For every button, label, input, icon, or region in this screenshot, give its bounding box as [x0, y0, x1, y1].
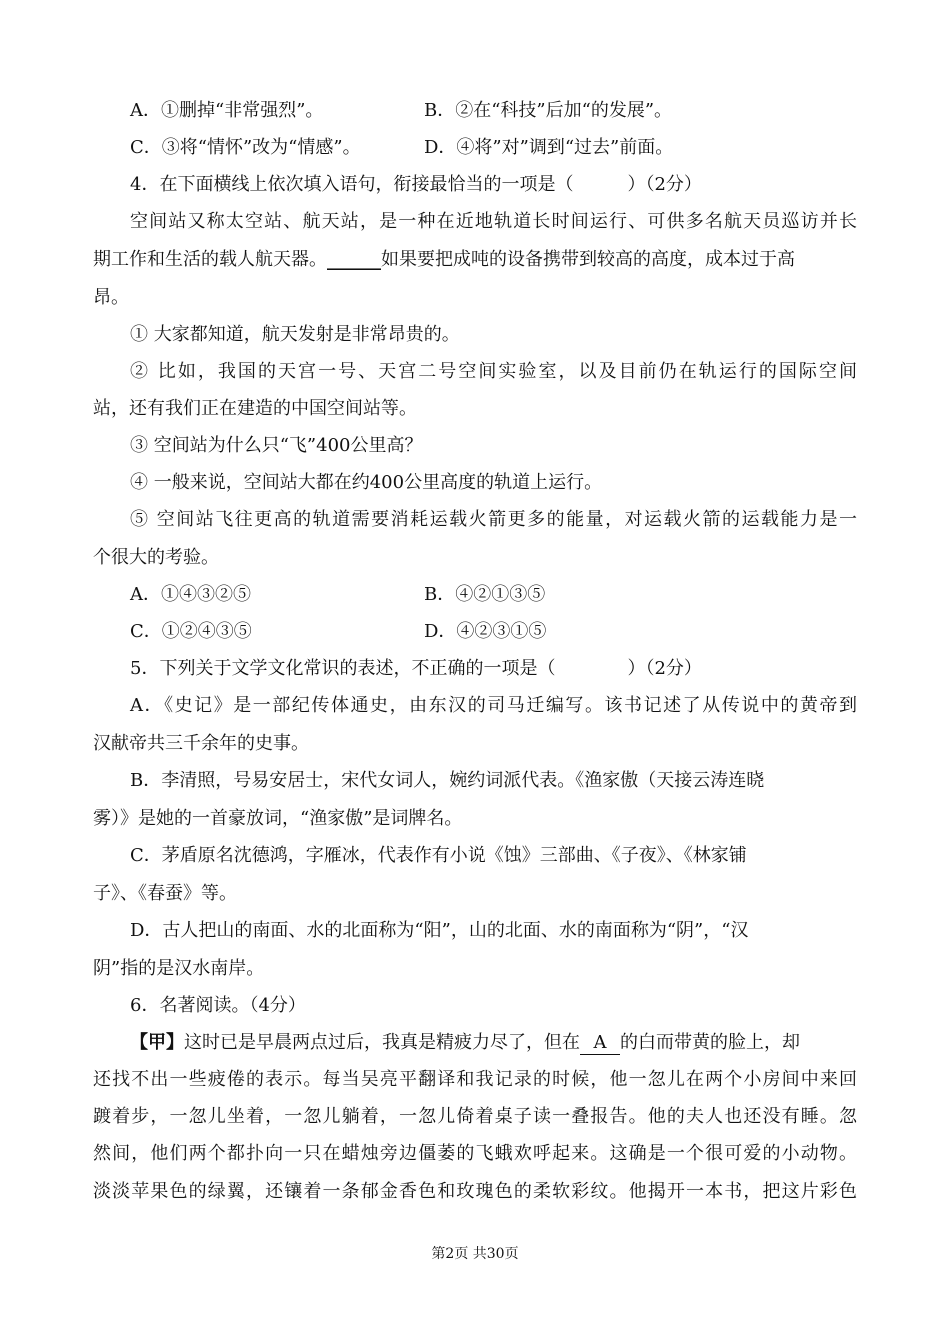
q5-option-a-line-2: 汉献帝共三千余年的史事。: [93, 733, 309, 754]
q5-option-a-line-1: A．《史记》是一部纪传体通史，由东汉的司马迁编写。该书记述了从传说中的黄帝到: [130, 695, 857, 716]
q6-passage-line-3: 踱着步，一忽儿坐着，一忽儿躺着，一忽儿倚着桌子读一叠报告。他的夫人也还没有睡。忽: [93, 1106, 857, 1127]
q5-option-c-line-1: C．茅盾原名沈德鸿，字雁冰，代表作有小说《蚀》三部曲、《子夜》、《林家铺: [130, 845, 747, 866]
q3-option-a: A．①删掉“非常强烈”。: [130, 100, 324, 121]
q3-option-b: B．②在“科技”后加“的发展”。: [424, 100, 673, 121]
q4-sentence-5-line-1: ⑤ 空间站飞往更高的轨道需要消耗运载火箭更多的能量，对运载火箭的运载能力是一: [130, 509, 857, 530]
q4-sentence-1: ① 大家都知道，航天发射是非常昂贵的。: [130, 324, 460, 345]
q4-passage-line-3: 昂。: [93, 287, 129, 308]
q6-passage-line-2: 还找不出一些疲倦的表示。每当吴亮平翻译和我记录的时候，他一忽儿在两个小房间中来回: [93, 1069, 857, 1090]
q6-passage-line-1: [130, 1031, 800, 1055]
q5-option-c-line-2: 子》、《春蚕》等。: [93, 883, 237, 904]
q6-line-1-pre: 这时已是早晨两点过后，我真是精疲力尽了，但在: [184, 1032, 580, 1053]
q3-option-c: C．③将“情怀”改为“情感”。: [130, 137, 361, 158]
q4-passage-line-2-pre: 期工作和生活的载人航天器。: [93, 249, 327, 270]
q4-passage-line-2-post: 如果要把成吨的设备携带到较高的高度，成本过于高: [381, 249, 795, 270]
q6-passage-line-4: 然间，他们两个都扑向一只在蜡烛旁边僵萎的飞蛾欢呼起来。这确是一个很可爱的小动物。: [93, 1143, 857, 1164]
q6-jia-label: 【甲】: [130, 1032, 184, 1053]
q4-passage-line-1: 空间站又称太空站、航天站，是一种在近地轨道长时间运行、可供多名航天员巡访并长: [130, 211, 857, 232]
q5-option-d-line-1: D．古人把山的南面、水的北面称为“阳”，山的北面、水的南面称为“阴”，“汉: [130, 920, 749, 941]
q4-sentence-4: ④ 一般来说，空间站大都在约400公里高度的轨道上运行。: [130, 472, 603, 493]
q6-blank-a: A: [580, 1032, 620, 1055]
q5-option-b-line-1: B．李清照，号易安居士，宋代女词人，婉约词派代表。《渔家傲（天接云涛连晓: [130, 770, 765, 791]
q6-stem: 6．名著阅读。（4分）: [130, 995, 306, 1016]
q4-sentence-2-line-2: 站，还有我们正在建造的中国空间站等。: [93, 398, 417, 419]
q4-sentence-2-line-1: ② 比如，我国的天宫一号、天宫二号空间实验室，以及目前仍在轨运行的国际空间: [130, 361, 857, 382]
q4-option-a: A．①④③②⑤: [130, 584, 251, 605]
q6-passage-line-5: 淡淡苹果色的绿翼，还镶着一条郁金香色和玫瑰色的柔软彩纹。他揭开一本书，把这片彩色: [93, 1181, 857, 1202]
q4-passage-line-2: [93, 248, 795, 272]
q5-option-b-line-2: 雾）》是她的一首豪放词，“渔家傲”是词牌名。: [93, 808, 463, 829]
q5-option-d-line-2: 阴”指的是汉水南岸。: [93, 958, 265, 979]
q4-option-d: D．④②③①⑤: [424, 621, 547, 642]
q5-stem: 5．下列关于文学文化常识的表述，不正确的一项是（ ）（2分）: [130, 658, 702, 679]
q4-sentence-5-line-2: 个很大的考验。: [93, 547, 219, 568]
q4-fill-blank: ______: [327, 249, 381, 270]
q4-option-c: C．①②④③⑤: [130, 621, 252, 642]
q4-sentence-3: ③ 空间站为什么只“飞”400公里高？: [130, 435, 423, 456]
q4-option-b: B．④②①③⑤: [424, 584, 546, 605]
q6-line-1-post: 的白而带黄的脸上，却: [620, 1032, 800, 1053]
q3-option-d: D．④将”对”调到“过去”前面。: [424, 137, 674, 158]
q4-stem: 4．在下面横线上依次填入语句，衔接最恰当的一项是（ ）（2分）: [130, 174, 702, 195]
page-footer: 第2页 共30页: [431, 1246, 519, 1262]
